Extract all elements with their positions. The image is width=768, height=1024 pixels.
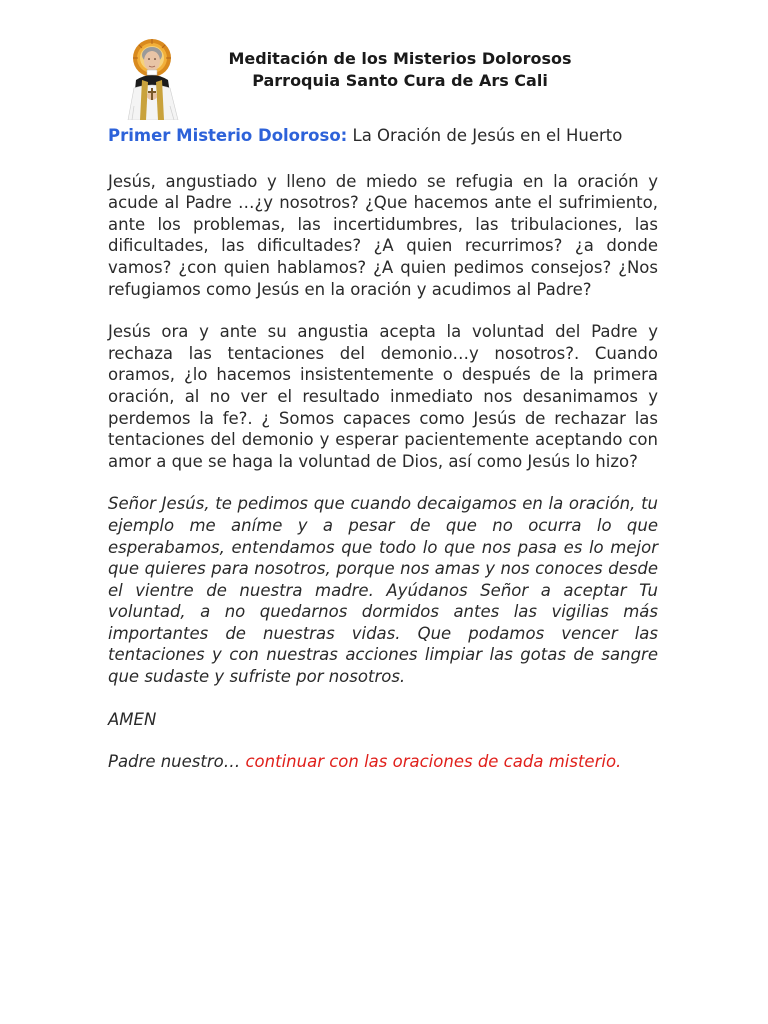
reflection-paragraph-2: Jesús ora y ante su angustia acepta la voluntad del Padre y rechaza las tentaciones del demonio…y nosotros?. Cuando oramos, ¿lo hacemos insistentemente o después de la primera oración, al no ver el resultado inmediato nos desanimamos y perdemos la fe?. ¿ Somos capaces como Jesús de rechazar las tentaciones del demonio y esperar pacientemente aceptando con amor a que se haga la voluntad de Dios, así como Jesús lo hizo? [108,322,658,471]
closing-line [108,751,658,773]
document-body [108,125,658,789]
closing-prefix: Padre nuestro… [108,752,246,772]
document-title: Meditación de los Misterios Dolorosos [228,49,572,68]
amen-text: AMEN [108,709,157,729]
document-titles [200,48,600,92]
prayer-paragraph: Señor Jesús, te pedimos que cuando decaigamos en la oración, tu ejemplo me aníme y a pesar de que no ocurra lo que esperabamos, entendamos que todo lo que nos pasa es lo mejor que quieres para nosotros, porque nos amas y nos conoces desde el vientre de nuestra madre. Ayúdanos Señor a aceptar Tu voluntad, a no quedarnos dormidos antes las vigilias más importantes de nuestras vidas. Que podamos vencer las tentaciones y con nuestras acciones limpiar las gotas de sangre que sudaste y sufriste por nosotros. [108,494,658,687]
parish-name: Parroquia Santo Cura de Ars Cali [252,71,548,90]
mystery-name: La Oración de Jesús en el Huerto [352,126,623,145]
closing-instruction: continuar con las oraciones de cada misterio. [245,752,622,772]
document-header [112,36,660,120]
mystery-label: Primer Misterio Doloroso: [108,126,348,145]
reflection-paragraph-1: Jesús, angustiado y lleno de miedo se refugia en la oración y acude al Padre …¿y nosotros? ¿Que hacemos ante el sufrimiento, ante los problemas, las incertidumbres, las tribulaciones, las dificultades, las dificultades? ¿A quien recurrimos? ¿a donde vamos? ¿con quien hablamos? ¿A quien pedimos consejos? ¿Nos refugiamos como Jesús en la oración y acudimos al Padre? [108,171,658,299]
saint-portrait-icon [118,36,194,120]
mystery-heading [108,125,658,147]
